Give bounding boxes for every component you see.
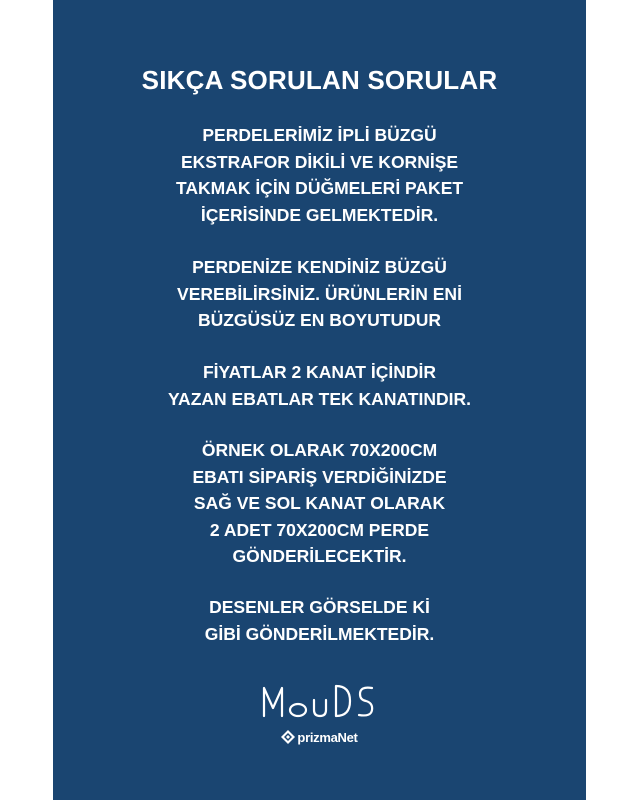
faq-line: GÖNDERİLECEKTİR.: [232, 546, 407, 566]
faq-line: EKSTRAFOR DİKİLİ VE KORNİŞE: [180, 151, 459, 172]
prizmanet-label: prizmaNet: [297, 730, 358, 745]
faq-line: GİBİ GÖNDERİLMEKTEDİR.: [204, 623, 435, 644]
faq-line: 2 ADET 70X200CM PERDE: [209, 519, 430, 540]
faq-line: FİYATLAR 2 KANAT İÇİNDİR: [202, 362, 436, 382]
faq-line: VEREBİLİRSİNİZ. ÜRÜNLERİN ENİ: [177, 283, 462, 304]
faq-line: PERDELERİMİZ İPLİ BÜZGÜ: [202, 125, 437, 145]
prizmanet-logo: [53, 730, 586, 745]
faq-paragraph-2: [53, 254, 586, 334]
faq-line: DESENLER GÖRSELDE Kİ: [209, 597, 430, 617]
faq-line: YAZAN EBATLAR TEK KANATINDIR.: [167, 388, 471, 409]
faq-paragraph-5: [53, 594, 586, 647]
brand-logo: [53, 680, 586, 745]
mouds-logo-icon: [260, 680, 380, 720]
prizmanet-icon: [281, 730, 295, 744]
faq-panel: [53, 0, 586, 800]
faq-line: SAĞ VE SOL KANAT OLARAK: [193, 493, 446, 513]
faq-paragraph-1: [53, 122, 586, 228]
faq-line: PERDENİZE KENDİNİZ BÜZGÜ: [192, 257, 447, 277]
faq-paragraph-3: [53, 359, 586, 412]
faq-line: TAKMAK İÇİN DÜĞMELERİ PAKET: [175, 178, 464, 198]
faq-line: EBATI SİPARİŞ VERDİĞİNİZDE: [192, 466, 447, 487]
page-title: SIKÇA SORULAN SORULAR: [141, 65, 498, 95]
faq-paragraph-4: [53, 437, 586, 570]
faq-line: İÇERİSİNDE GELMEKTEDİR.: [200, 204, 439, 225]
faq-line: ÖRNEK OLARAK 70X200CM: [201, 440, 438, 460]
faq-line: BÜZGÜSÜZ EN BOYUTUDUR: [197, 310, 442, 330]
